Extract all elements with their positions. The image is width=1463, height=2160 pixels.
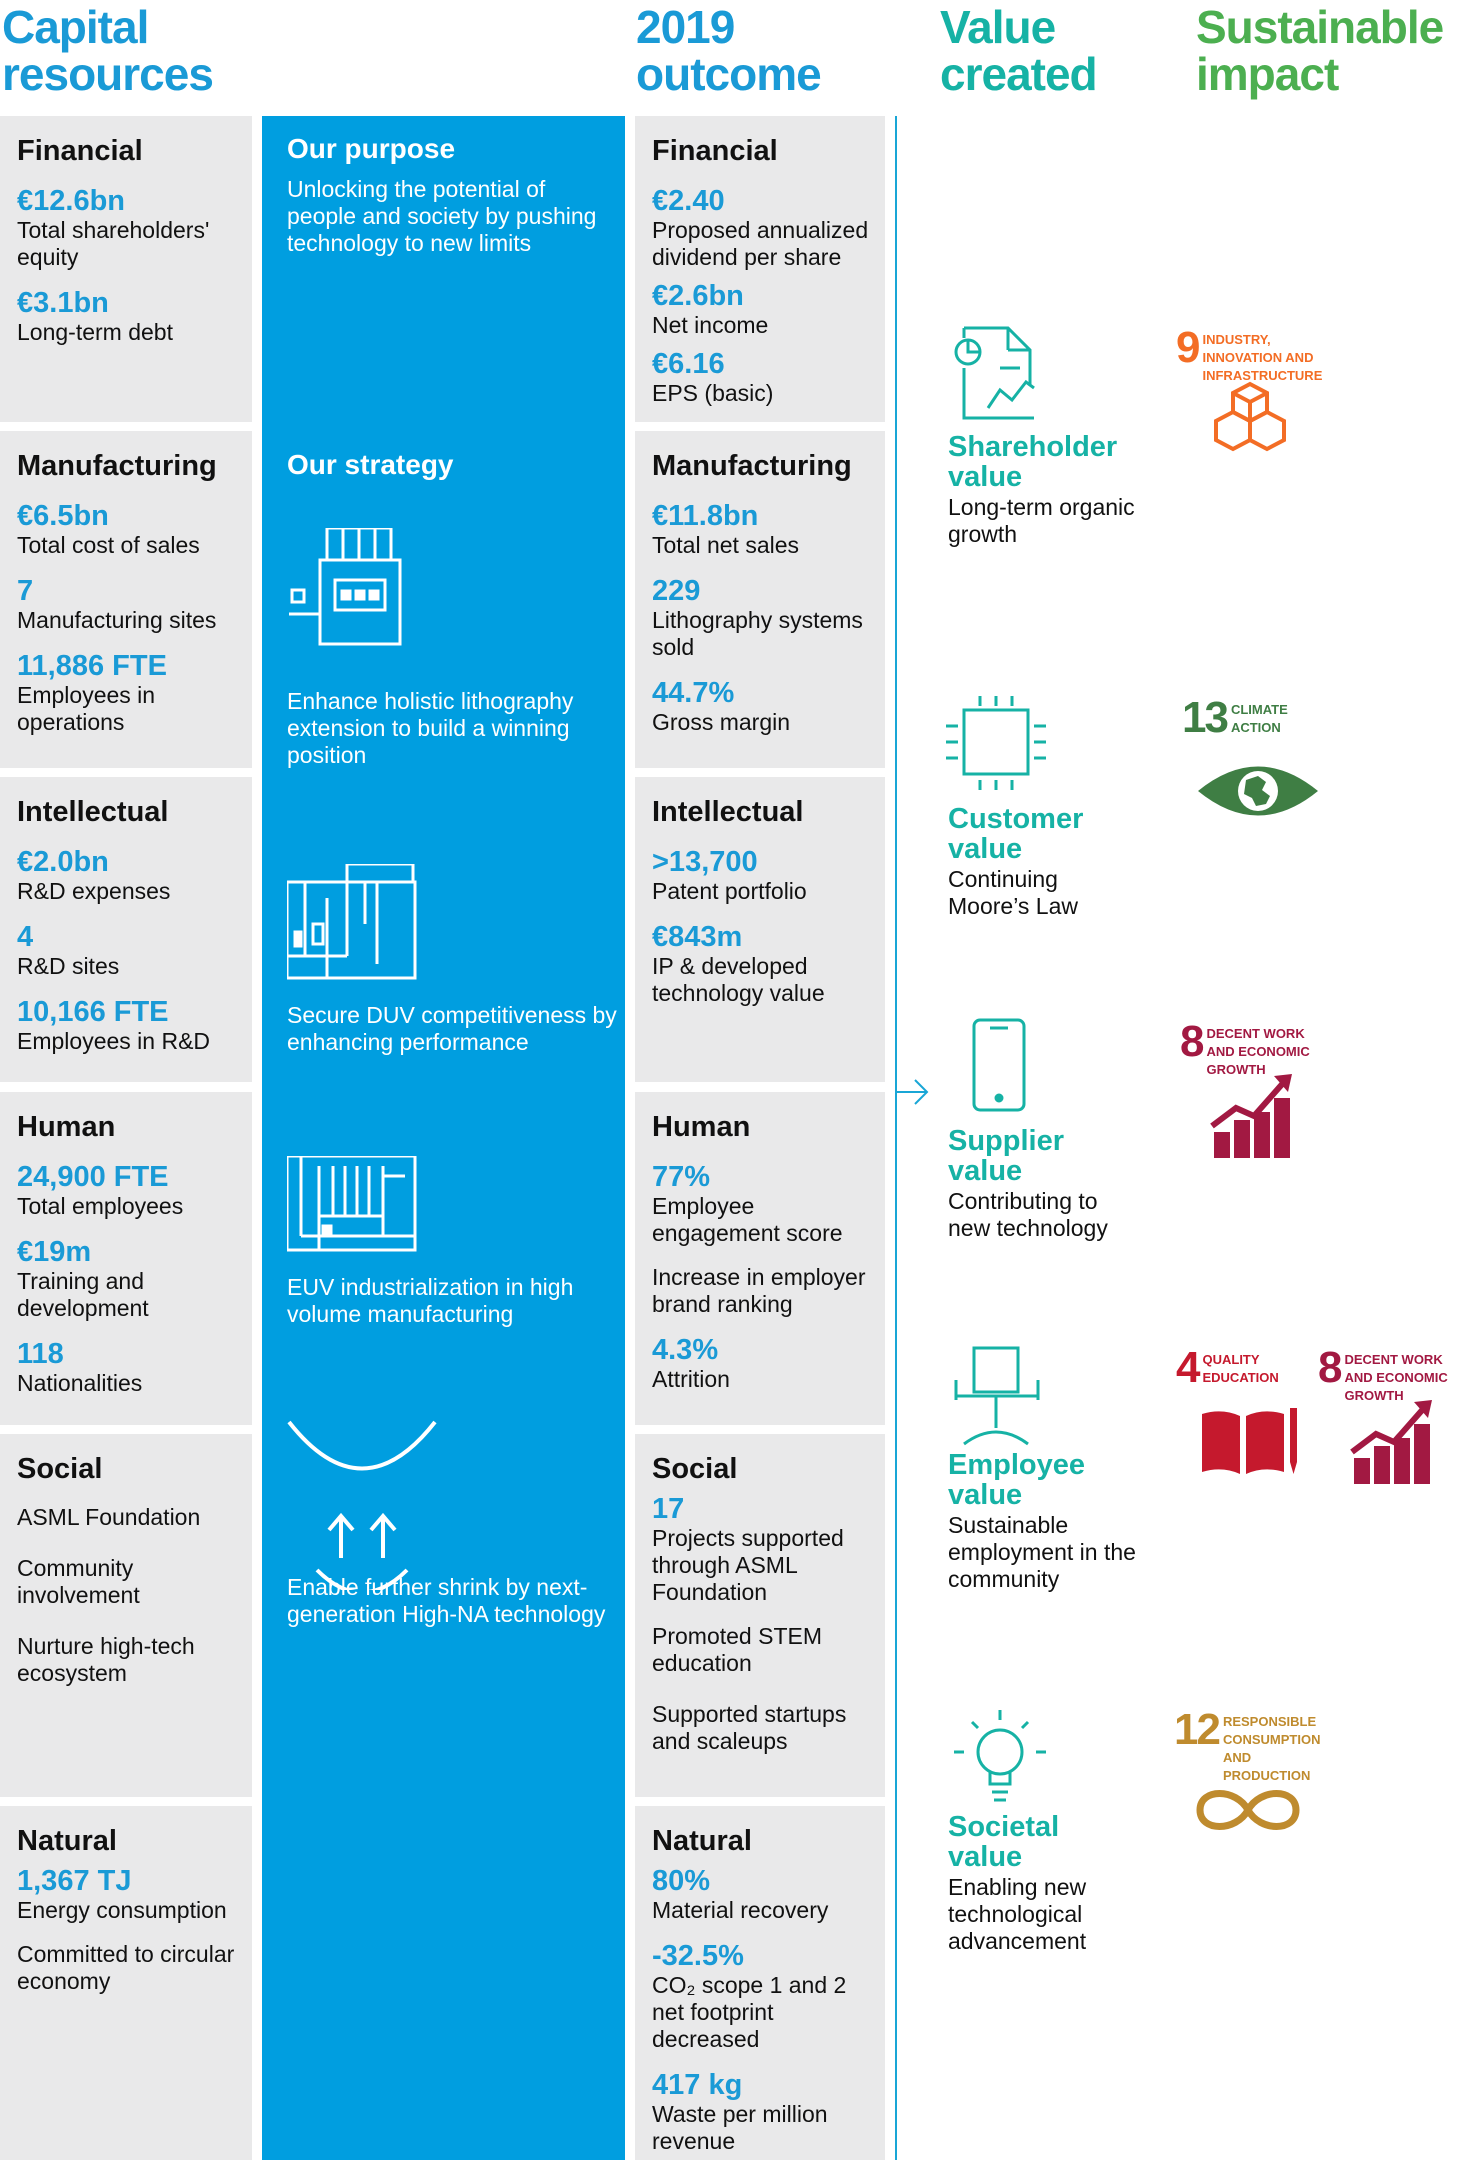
box-title: Manufacturing	[652, 450, 852, 482]
metric-value: 10,166 FTE	[17, 996, 169, 1028]
header-line: created	[940, 48, 1097, 100]
metric	[652, 1941, 869, 2053]
metric-label: R&D sites	[17, 953, 120, 979]
box-title: Natural	[17, 1825, 117, 1857]
header-value-created	[940, 1, 1097, 100]
metric-label: R&D expenses	[17, 878, 171, 904]
box-title: Natural	[652, 1825, 752, 1857]
sdg-label: QUALITY EDUCATION	[1202, 1352, 1279, 1385]
metric	[652, 1264, 869, 1318]
arrow-right-icon	[893, 1074, 933, 1110]
eye-globe-icon	[1196, 760, 1320, 822]
sdg-label: CLIMATE ACTION	[1230, 702, 1288, 735]
metric-label: Lithography systems sold	[652, 607, 863, 660]
header-line: Sustainable	[1196, 1, 1444, 53]
sdg-8	[1180, 1017, 1326, 1079]
metric	[652, 1162, 869, 1247]
value-title: Customer value	[948, 803, 1084, 865]
value-title: Shareholder value	[948, 431, 1118, 493]
box-title: Human	[652, 1111, 751, 1143]
metric-label: Energy consumption	[17, 1897, 227, 1923]
value-desc: Contributing to new technology	[948, 1188, 1108, 1241]
sdg-number: 8	[1318, 1343, 1341, 1392]
metric-label: Nationalities	[17, 1370, 143, 1396]
metric-label: Total shareholders' equity	[17, 217, 210, 270]
metric-label: Waste per million revenue	[652, 2101, 828, 2154]
header-line: impact	[1196, 48, 1339, 100]
purpose-title: Our purpose	[287, 133, 456, 164]
metric	[652, 349, 869, 407]
metric	[17, 847, 236, 905]
metric-value: 118	[17, 1338, 64, 1370]
metric	[652, 281, 869, 339]
divider-line	[895, 116, 897, 2160]
box-title: Social	[17, 1453, 103, 1485]
sdg-number: 13	[1182, 693, 1227, 742]
sdg-13	[1182, 693, 1291, 742]
metric-value: €2.0bn	[17, 846, 109, 878]
value-desc: Long-term organic growth	[948, 494, 1135, 547]
box-title: Financial	[652, 135, 778, 167]
box-title: Intellectual	[17, 796, 169, 828]
value-title: Societal value	[948, 1811, 1060, 1873]
sdg-12	[1174, 1705, 1333, 1785]
metric-label: Total employees	[17, 1193, 184, 1219]
metric-label: Proposed annualized dividend per share	[652, 217, 869, 270]
strategy-title: Our strategy	[287, 449, 454, 480]
metric	[652, 1866, 869, 1924]
capital-manufacturing-box	[0, 431, 252, 768]
euv-system-icon	[287, 1156, 417, 1252]
growth-bars-icon	[1350, 1398, 1434, 1486]
metric-label: EPS (basic)	[652, 380, 774, 406]
plain-item: ASML Foundation	[17, 1504, 201, 1530]
metric-value: 80%	[652, 1865, 711, 1897]
metric-value: €6.5bn	[17, 500, 109, 532]
metric-label: Net income	[652, 312, 769, 338]
metric	[17, 501, 236, 559]
outcome-intellectual-box	[635, 777, 885, 1082]
metric	[17, 576, 236, 634]
metric	[17, 651, 236, 736]
metric-value: €6.16	[652, 348, 725, 380]
strategy-item: Secure DUV competitiveness by enhancing performance	[287, 1002, 617, 1055]
chip-icon	[944, 694, 1048, 794]
metric-value: €843m	[652, 921, 743, 953]
sdg-4	[1176, 1343, 1282, 1392]
capital-natural-box	[0, 1806, 252, 2160]
plain-item: Promoted STEM education	[652, 1623, 822, 1676]
outcome-human-box	[635, 1092, 885, 1425]
cubes-icon	[1205, 380, 1295, 466]
value-desc: Continuing Moore’s Law	[948, 866, 1078, 919]
metric-value: €2.6bn	[652, 280, 744, 312]
metric-label: CO₂ scope 1 and 2 net footprint decreased	[652, 1972, 847, 2052]
value-title: Supplier value	[948, 1125, 1065, 1187]
metric-value: 77%	[652, 1161, 711, 1193]
metric-value: 44.7%	[652, 677, 735, 709]
header-line: Capital	[2, 1, 149, 53]
metric	[652, 922, 869, 1007]
plain-item: Committed to circular economy	[17, 1941, 235, 1994]
metric	[17, 186, 236, 271]
metric-value: 17	[652, 1493, 685, 1525]
metric	[652, 501, 869, 559]
metric	[17, 1339, 236, 1397]
metric	[17, 1162, 236, 1220]
metric-value: €19m	[17, 1236, 92, 1268]
sdg-label: DECENT WORK AND ECONOMIC GROWTH	[1206, 1026, 1310, 1077]
lightbulb-icon	[950, 1708, 1050, 1812]
plain-item: Nurture high-tech ecosystem	[17, 1633, 195, 1686]
header-line: Value	[940, 1, 1056, 53]
value-societal	[948, 1812, 1138, 1955]
value-customer	[948, 804, 1138, 920]
metric	[17, 997, 236, 1055]
outcome-manufacturing-box	[635, 431, 885, 768]
metric-label: Employees in R&D	[17, 1028, 211, 1054]
value-employee	[948, 1450, 1138, 1593]
capital-financial-box	[0, 116, 252, 422]
value-title: Employee value	[948, 1449, 1085, 1511]
metric-value: >13,700	[652, 846, 758, 878]
metric-value: 417 kg	[652, 2069, 743, 2101]
box-title: Intellectual	[652, 796, 804, 828]
metric-label: Projects supported through ASML Foundation	[652, 1525, 844, 1605]
outcome-social-box	[635, 1434, 885, 1797]
sdg-number: 12	[1174, 1705, 1219, 1754]
metric-value: 229	[652, 575, 701, 607]
outcome-financial-box	[635, 116, 885, 422]
metric	[17, 1866, 236, 1924]
report-chart-icon	[950, 326, 1048, 422]
capital-human-box	[0, 1092, 252, 1425]
infinity-icon	[1194, 1782, 1302, 1838]
metric-value: 11,886 FTE	[17, 650, 167, 682]
strategy-item: Enhance holistic lithography extension to build a winning position	[287, 688, 574, 768]
value-supplier	[948, 1126, 1138, 1242]
duv-system-icon	[287, 864, 417, 980]
metric	[652, 576, 869, 661]
metric	[652, 1335, 869, 1393]
header-outcome	[636, 1, 821, 100]
metric-label: Long-term debt	[17, 319, 173, 345]
header-line: 2019	[636, 1, 735, 53]
metric-value: 4.3%	[652, 1334, 719, 1366]
book-pencil-icon	[1200, 1406, 1300, 1478]
purpose-text: Unlocking the potential of people and society by pushing technology to new limits	[287, 176, 597, 256]
lithography-machine-icon	[287, 528, 417, 658]
sdg-label: INDUSTRY, INNOVATION AND INFRASTRUCTURE	[1202, 332, 1323, 383]
metric-label: Total cost of sales	[17, 532, 200, 558]
metric	[17, 1237, 236, 1322]
header-capital-resources	[2, 1, 213, 100]
value-shareholder	[948, 432, 1138, 548]
metric-value: 24,900 FTE	[17, 1161, 169, 1193]
capital-intellectual-box	[0, 777, 252, 1082]
strategy-item: Enable further shrink by next-generation High-NA technology	[287, 1574, 606, 1627]
metric-label: Patent portfolio	[652, 878, 807, 904]
metric-value: €2.40	[652, 185, 725, 217]
value-desc: Enabling new technological advancement	[948, 1874, 1087, 1954]
metric-label: Manufacturing sites	[17, 607, 217, 633]
metric	[652, 2070, 869, 2155]
metric-value: €12.6bn	[17, 185, 125, 217]
phone-icon	[970, 1018, 1030, 1114]
strategy-item: EUV industrialization in high volume manufacturing	[287, 1274, 574, 1327]
metric-value: 7	[17, 575, 34, 607]
value-desc: Sustainable employment in the community	[948, 1512, 1136, 1592]
metric	[652, 1494, 869, 1606]
sdg-9	[1176, 323, 1332, 385]
metric-label: Increase in employer brand ranking	[652, 1264, 866, 1317]
purpose-strategy-column	[262, 116, 625, 2160]
metric-value: -32.5%	[652, 1940, 744, 1972]
metric-value: 1,367 TJ	[17, 1865, 132, 1897]
header-line: outcome	[636, 48, 821, 100]
sdg-label: RESPONSIBLE CONSUMPTION AND PRODUCTION	[1222, 1714, 1321, 1783]
header-sustainable-impact	[1196, 1, 1444, 100]
metric-label: Material recovery	[652, 1897, 829, 1923]
growth-bars-icon	[1210, 1072, 1294, 1160]
chair-icon	[950, 1344, 1046, 1448]
box-title: Human	[17, 1111, 116, 1143]
sdg-number: 9	[1176, 323, 1199, 372]
metric-value: €3.1bn	[17, 287, 109, 319]
metric-value: €11.8bn	[652, 500, 759, 532]
header-line: resources	[2, 48, 213, 100]
metric	[17, 288, 236, 346]
high-na-mirror-icon	[287, 1420, 437, 1590]
metric-label: Employee engagement score	[652, 1193, 843, 1246]
metric	[652, 678, 869, 736]
sdg-number: 8	[1180, 1017, 1203, 1066]
metric	[652, 847, 869, 905]
metric-label: Attrition	[652, 1366, 730, 1392]
metric-label: Employees in operations	[17, 682, 156, 735]
sdg-number: 4	[1176, 1343, 1199, 1392]
box-title: Manufacturing	[17, 450, 217, 482]
metric-value: 4	[17, 921, 34, 953]
sdg-8-second	[1318, 1343, 1462, 1405]
plain-item: Community involvement	[17, 1555, 140, 1608]
metric	[17, 922, 236, 980]
metric-label: Gross margin	[652, 709, 791, 735]
box-title: Financial	[17, 135, 143, 167]
capital-social-box	[0, 1434, 252, 1797]
metric-label: Total net sales	[652, 532, 800, 558]
box-title: Social	[652, 1453, 738, 1485]
metric-label: Training and development	[17, 1268, 149, 1321]
sdg-label: DECENT WORK AND ECONOMIC GROWTH	[1344, 1352, 1448, 1403]
outcome-natural-box	[635, 1806, 885, 2160]
metric	[652, 186, 869, 271]
plain-item: Supported startups and scaleups	[652, 1701, 847, 1754]
metric-label: IP & developed technology value	[652, 953, 825, 1006]
